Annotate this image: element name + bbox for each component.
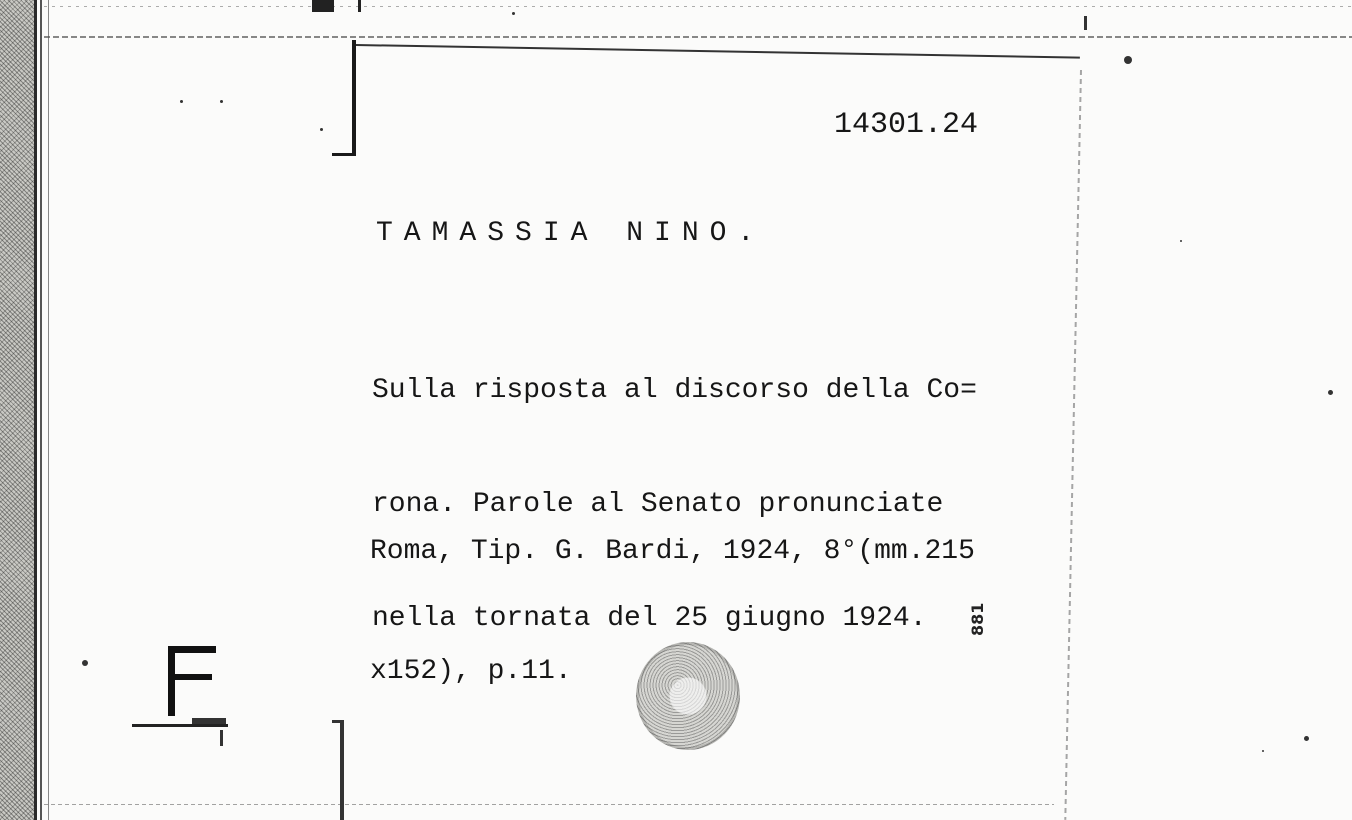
call-number: 14301.24 (834, 108, 979, 142)
letter-f-mark (132, 640, 232, 750)
scan-speck (82, 660, 88, 666)
card-bracket-top-foot (332, 153, 354, 156)
vertical-mark: 881 (968, 602, 987, 636)
imprint-line: x152), p.11. (370, 656, 572, 687)
title-line: nella tornata del 25 giugno 1924. (372, 603, 927, 634)
round-library-stamp (636, 642, 740, 750)
binding-edge (34, 0, 37, 820)
card-top-edge (356, 44, 1080, 59)
scan-speck (320, 128, 323, 131)
top-dotted-rule (44, 6, 1352, 7)
author-heading: TAMASSIA NINO. (376, 218, 766, 249)
scan-speck (220, 100, 223, 103)
scan-speck (1328, 390, 1333, 395)
title-line: rona. Parole al Senato pronunciate (372, 489, 944, 520)
top-mark-small (358, 0, 361, 12)
title-line: Sulla risposta al discorso della Co= (372, 375, 977, 406)
scan-speck (1262, 750, 1264, 752)
card-bracket-bottom-foot (332, 720, 344, 723)
scan-speck (180, 100, 183, 103)
top-ruled-line (44, 36, 1352, 38)
scan-speck (1084, 16, 1087, 30)
scan-speck (1304, 736, 1309, 741)
binding-edge-secondary (40, 0, 42, 820)
card-bracket-top (352, 40, 356, 156)
bottom-ruled-line (44, 804, 1054, 805)
binding-edge-tertiary (48, 0, 49, 820)
imprint-line: Roma, Tip. G. Bardi, 1924, 8°(mm.215 (370, 536, 975, 567)
scan-speck (1124, 56, 1132, 64)
scan-speck (1180, 240, 1182, 242)
top-mark (312, 0, 334, 12)
card-right-edge (1064, 70, 1082, 820)
card-bracket-bottom (340, 720, 344, 820)
binding-strip (0, 0, 34, 820)
scan-speck (512, 12, 515, 15)
